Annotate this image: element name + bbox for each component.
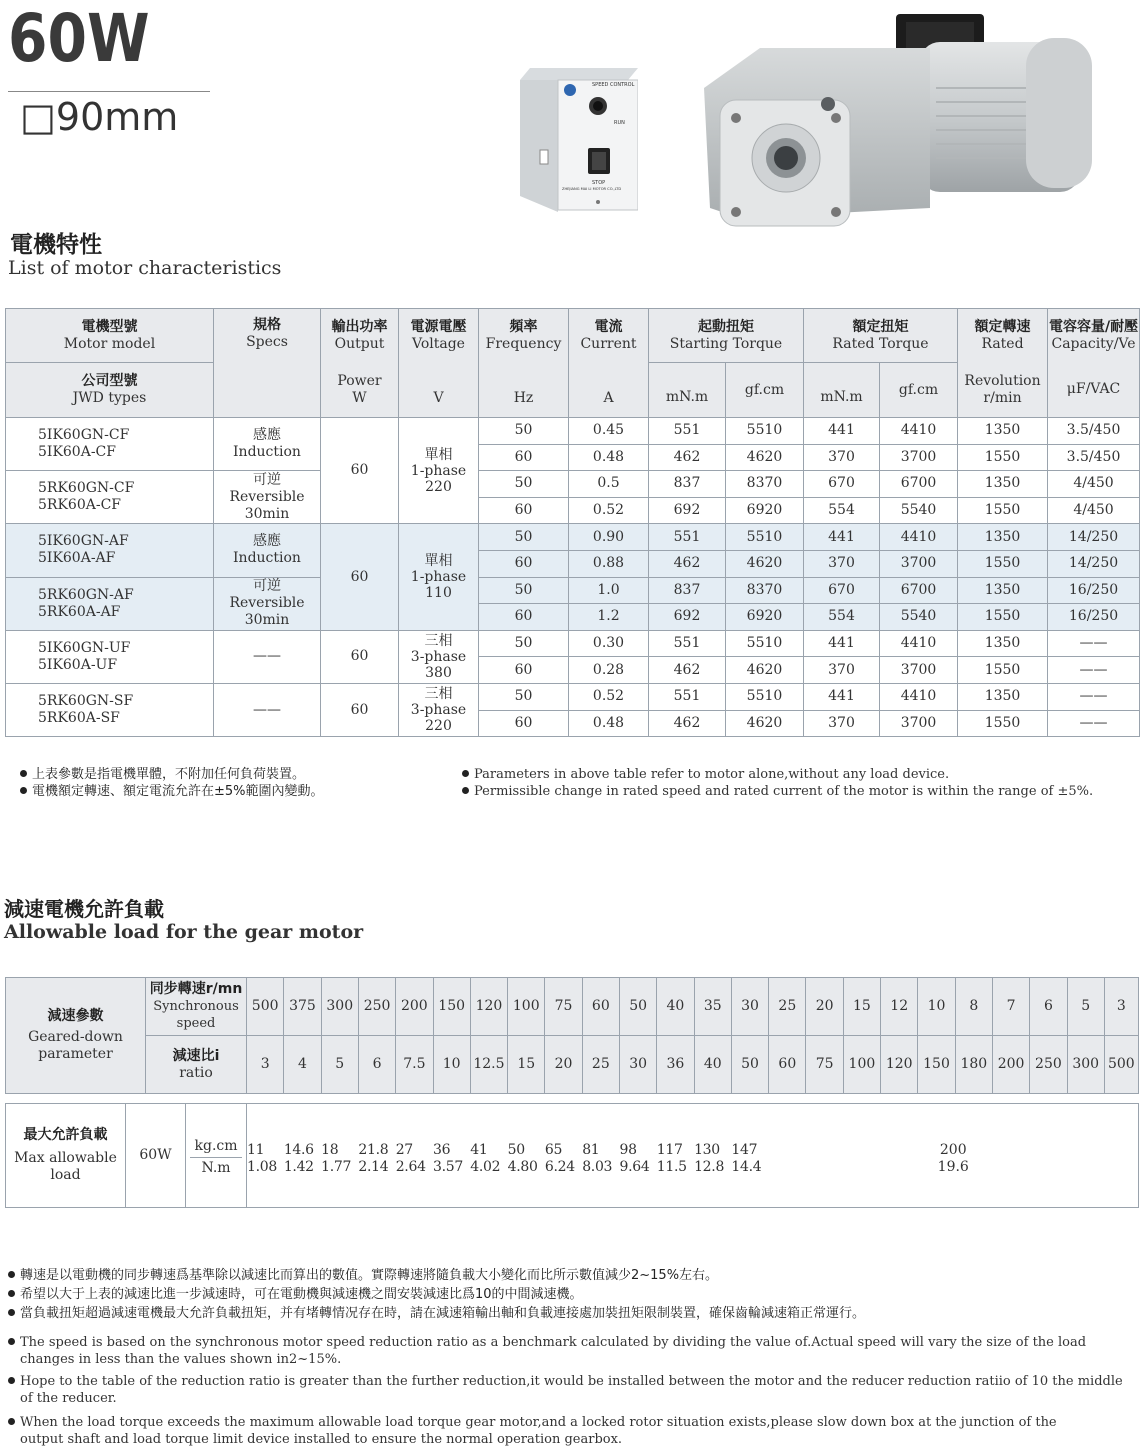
note2-en-3: When the load torque exceeds the maximum allowable load torque gear motor,and a locked rotor situation exists,please slow down box at the junction of the output shaft and load torque limit device installed to ensure the normal operation gearbox. — [8, 1414, 1128, 1448]
sync-speed-cell: 3 — [1104, 978, 1138, 1036]
hdr-power: Power W — [321, 363, 399, 418]
data-cell: 60 — [479, 657, 569, 684]
data-cell: 50 — [479, 683, 569, 710]
sync-speed-cell: 35 — [694, 978, 731, 1036]
data-cell: 4/450 — [1048, 497, 1140, 524]
data-cell: 14/250 — [1048, 550, 1140, 577]
data-cell: 0.48 — [569, 444, 649, 471]
data-cell: 554 — [804, 604, 880, 631]
specs-cell: 可逆 Reversible 30min — [214, 577, 321, 630]
sync-speed-cell: 500 — [247, 978, 284, 1036]
ratio-cell: 40 — [694, 1036, 731, 1094]
model-cell: 5RK60GN-SF 5RK60A-SF — [6, 683, 214, 736]
note1-cn-1: 上表參數是指電機單體，不附加任何負荷裝置。 — [20, 766, 305, 783]
t2-units: kg.cm N.m — [186, 1104, 247, 1208]
data-cell: 60 — [479, 710, 569, 737]
ratio-cell: 180 — [955, 1036, 992, 1094]
data-cell: 50 — [479, 577, 569, 604]
hdr-mnm-start: mN.m — [649, 363, 726, 418]
ratio-cell: 100 — [843, 1036, 880, 1094]
controller-maker: ZHEJIANG MAI LI MOTOR CO.,LTD — [562, 187, 622, 191]
page-title: 60W — [8, 0, 150, 77]
hdr-jwd: 公司型號 JWD types — [6, 363, 214, 418]
load-cell: 14.6 1.42 — [284, 1104, 321, 1208]
load-cell: 27 2.64 — [396, 1104, 433, 1208]
load-cell: 81 8.03 — [582, 1104, 619, 1208]
controller-stop: STOP — [592, 180, 606, 186]
t2-spacer — [6, 1094, 1139, 1104]
controller-label: SPEED CONTROL — [592, 82, 635, 88]
data-cell: 3700 — [880, 657, 958, 684]
sync-speed-cell: 8 — [955, 978, 992, 1036]
hdr-voltage: 電源電壓 Voltage — [399, 309, 479, 363]
hdr-rmin: Revolution r/min — [958, 363, 1048, 418]
data-cell: 0.28 — [569, 657, 649, 684]
data-cell: 5540 — [880, 497, 958, 524]
data-cell: 0.5 — [569, 471, 649, 498]
data-cell: 551 — [649, 683, 726, 710]
hdr-gfcm-rated: gf.cm — [880, 363, 958, 418]
data-cell: 692 — [649, 604, 726, 631]
data-cell: 1350 — [958, 577, 1048, 604]
hdr-output: 輸出功率 Output — [321, 309, 399, 363]
data-cell: 3700 — [880, 710, 958, 737]
data-cell: 50 — [479, 630, 569, 657]
data-cell: 6920 — [726, 497, 804, 524]
data-cell: 3.5/450 — [1048, 444, 1140, 471]
data-cell: 0.52 — [569, 497, 649, 524]
note1-en-1: Parameters in above table refer to motor alone,without any load device. — [462, 766, 949, 783]
data-cell: 1350 — [958, 471, 1048, 498]
max-load-cell: 200 19.6 — [769, 1104, 1139, 1208]
data-cell: 0.48 — [569, 710, 649, 737]
note2-cn-3: 當負載扭矩超過減速電機最大允許負載扭矩，并有堵轉情况存在時，請在減速箱輸出軸和負載連接處加裝扭矩限制裝置，確保齒輪減速箱正常運行。 — [8, 1305, 865, 1322]
data-cell: 441 — [804, 683, 880, 710]
model-cell: 5RK60GN-AF 5RK60A-AF — [6, 577, 214, 630]
data-cell: 6700 — [880, 471, 958, 498]
hdr-rated-torque: 額定扭矩 Rated Torque — [804, 309, 958, 363]
output-cell: 60 — [321, 524, 399, 630]
ratio-cell: 120 — [881, 1036, 918, 1094]
data-cell: 3.5/450 — [1048, 418, 1140, 445]
data-cell: 1550 — [958, 550, 1048, 577]
sync-speed-cell: 375 — [284, 978, 321, 1036]
motor-characteristics-table — [5, 308, 1140, 737]
data-cell: 4410 — [880, 524, 958, 551]
ratio-cell: 60 — [769, 1036, 806, 1094]
section2-title-cn: 減速電機允許負載 — [4, 897, 164, 921]
note1-cn-2: 電機額定轉速、額定電流允許在±5%範圍內變動。 — [20, 783, 324, 800]
data-cell: 4/450 — [1048, 471, 1140, 498]
data-cell: 837 — [649, 471, 726, 498]
ratio-cell: 75 — [806, 1036, 843, 1094]
data-cell: 3700 — [880, 444, 958, 471]
sync-speed-cell: 12 — [881, 978, 918, 1036]
load-cell: 36 3.57 — [433, 1104, 470, 1208]
data-cell: 50 — [479, 471, 569, 498]
data-cell: 551 — [649, 630, 726, 657]
ratio-cell: 300 — [1067, 1036, 1104, 1094]
data-cell: 8370 — [726, 577, 804, 604]
data-cell: 4620 — [726, 657, 804, 684]
hdr-v: V — [399, 363, 479, 418]
data-cell: 60 — [479, 497, 569, 524]
section2-title-en: Allowable load for the gear motor — [4, 921, 364, 943]
ratio-cell: 15 — [508, 1036, 545, 1094]
data-cell: 441 — [804, 630, 880, 657]
t2-sync-header: 同步轉速r/mn Synchronous speed — [146, 978, 247, 1036]
section1-title-en: List of motor characteristics — [8, 257, 282, 279]
specs-cell: 感應 Induction — [214, 524, 321, 577]
ratio-cell: 50 — [731, 1036, 768, 1094]
model-cell: 5RK60GN-CF 5RK60A-CF — [6, 471, 214, 524]
data-cell: 370 — [804, 550, 880, 577]
output-cell: 60 — [321, 683, 399, 736]
data-cell: 1550 — [958, 497, 1048, 524]
data-cell: 370 — [804, 657, 880, 684]
data-cell: —— — [1048, 630, 1140, 657]
t2-param-header: 減速參數 Geared-down parameter — [6, 978, 146, 1094]
load-cell: 18 1.77 — [321, 1104, 358, 1208]
data-cell: 441 — [804, 418, 880, 445]
allowable-load-table — [5, 977, 1139, 1208]
sync-speed-cell: 5 — [1067, 978, 1104, 1036]
ratio-cell: 30 — [619, 1036, 656, 1094]
hdr-current: 電流 Current — [569, 309, 649, 363]
specs-cell: 可逆 Reversible 30min — [214, 471, 321, 524]
model-cell: 5IK60GN-UF 5IK60A-UF — [6, 630, 214, 683]
data-cell: 1.2 — [569, 604, 649, 631]
sync-speed-cell: 30 — [731, 978, 768, 1036]
load-cell: 65 6.24 — [545, 1104, 582, 1208]
note2-en-2: Hope to the table of the reduction ratio is greater than the further reduction,it would be installed between the motor and the reducer reduction ratiio of 10 the middle of the reducer. — [8, 1373, 1128, 1407]
sync-speed-cell: 60 — [582, 978, 619, 1036]
data-cell: 551 — [649, 524, 726, 551]
load-cell: 98 9.64 — [619, 1104, 656, 1208]
data-cell: 50 — [479, 418, 569, 445]
sync-speed-cell: 10 — [918, 978, 955, 1036]
ratio-cell: 200 — [992, 1036, 1029, 1094]
ratio-cell: 500 — [1104, 1036, 1138, 1094]
data-cell: 837 — [649, 577, 726, 604]
ratio-cell: 36 — [657, 1036, 694, 1094]
data-cell: 1350 — [958, 630, 1048, 657]
data-cell: 1350 — [958, 524, 1048, 551]
data-cell: 16/250 — [1048, 577, 1140, 604]
data-cell: 6920 — [726, 604, 804, 631]
data-cell: 50 — [479, 524, 569, 551]
data-cell: 60 — [479, 550, 569, 577]
speed-controller-image — [520, 66, 638, 212]
data-cell: 8370 — [726, 471, 804, 498]
t2-load-header: 最大允許負載 Max allowable load — [6, 1104, 126, 1208]
data-cell: 0.90 — [569, 524, 649, 551]
load-cell: 21.8 2.14 — [358, 1104, 395, 1208]
data-cell: 1350 — [958, 683, 1048, 710]
data-cell: 462 — [649, 550, 726, 577]
load-cell: 41 4.02 — [470, 1104, 507, 1208]
data-cell: 441 — [804, 524, 880, 551]
section1-title-cn: 電機特性 — [10, 232, 102, 258]
data-cell: 4620 — [726, 710, 804, 737]
hdr-rated-speed: 額定轉速 Rated — [958, 309, 1048, 363]
sync-speed-cell: 200 — [396, 978, 433, 1036]
voltage-cell: 三相 3-phase 380 — [399, 630, 479, 683]
load-cell: 130 12.8 — [694, 1104, 731, 1208]
ratio-cell: 20 — [545, 1036, 582, 1094]
note2-en-1: The speed is based on the synchronous motor speed reduction ratio as a benchmark calculated by dividing the value of.Actual speed will vary the size of the load changes in less than the values shown in2~15%. — [8, 1334, 1128, 1368]
frame-size: □90mm — [20, 95, 179, 139]
data-cell: 0.52 — [569, 683, 649, 710]
ratio-cell: 10 — [433, 1036, 470, 1094]
data-cell: 6700 — [880, 577, 958, 604]
data-cell: 0.30 — [569, 630, 649, 657]
data-cell: 4620 — [726, 550, 804, 577]
data-cell: 60 — [479, 604, 569, 631]
note1-en-2: Permissible change in rated speed and rated current of the motor is within the range of ±5%. — [462, 783, 1093, 800]
load-cell: 147 14.4 — [731, 1104, 768, 1208]
data-cell: 1350 — [958, 418, 1048, 445]
ratio-cell: 6 — [358, 1036, 395, 1094]
gear-motor-image — [700, 8, 1100, 228]
data-cell: —— — [1048, 710, 1140, 737]
data-cell: 4410 — [880, 683, 958, 710]
sync-speed-cell: 6 — [1030, 978, 1067, 1036]
load-cell: 117 11.5 — [657, 1104, 694, 1208]
specs-cell: 感應 Induction — [214, 418, 321, 471]
hdr-model: 電機型號 Motor model — [6, 309, 214, 363]
data-cell: 60 — [479, 444, 569, 471]
specs-cell: —— — [214, 630, 321, 683]
data-cell: 16/250 — [1048, 604, 1140, 631]
load-cell: 11 1.08 — [247, 1104, 284, 1208]
data-cell: 370 — [804, 710, 880, 737]
hdr-uf: μF/VAC — [1048, 363, 1140, 418]
ratio-cell: 12.5 — [470, 1036, 507, 1094]
voltage-cell: 三相 3-phase 220 — [399, 683, 479, 736]
voltage-cell: 單相 1-phase 220 — [399, 418, 479, 524]
ratio-cell: 25 — [582, 1036, 619, 1094]
data-cell: 5540 — [880, 604, 958, 631]
voltage-cell: 單相 1-phase 110 — [399, 524, 479, 630]
sync-speed-cell: 50 — [619, 978, 656, 1036]
title-divider — [8, 91, 210, 92]
data-cell: 5510 — [726, 683, 804, 710]
data-cell: 1550 — [958, 710, 1048, 737]
load-cell: 50 4.80 — [508, 1104, 545, 1208]
data-cell: 554 — [804, 497, 880, 524]
data-cell: 0.88 — [569, 550, 649, 577]
data-cell: 551 — [649, 418, 726, 445]
ratio-cell: 5 — [321, 1036, 358, 1094]
sync-speed-cell: 40 — [657, 978, 694, 1036]
data-cell: 692 — [649, 497, 726, 524]
data-cell: 1.0 — [569, 577, 649, 604]
model-cell: 5IK60GN-CF 5IK60A-CF — [6, 418, 214, 471]
model-cell: 5IK60GN-AF 5IK60A-AF — [6, 524, 214, 577]
data-cell: 14/250 — [1048, 524, 1140, 551]
sync-speed-cell: 150 — [433, 978, 470, 1036]
t2-ratio-header: 減速比i ratio — [146, 1036, 247, 1094]
data-cell: —— — [1048, 657, 1140, 684]
sync-speed-cell: 120 — [470, 978, 507, 1036]
hdr-hz: Hz — [479, 363, 569, 418]
hdr-gfcm-start: gf.cm — [726, 363, 804, 418]
data-cell: 1550 — [958, 604, 1048, 631]
data-cell: —— — [1048, 683, 1140, 710]
sync-speed-cell: 25 — [769, 978, 806, 1036]
data-cell: 462 — [649, 657, 726, 684]
data-cell: 4410 — [880, 630, 958, 657]
hdr-mnm-rated: mN.m — [804, 363, 880, 418]
ratio-cell: 7.5 — [396, 1036, 433, 1094]
note2-cn-1: 轉速是以電動機的同步轉速爲基準除以減速比而算出的數值。實際轉速將隨負載大小變化而比所示數值減少2~15%左右。 — [8, 1267, 718, 1284]
data-cell: 4410 — [880, 418, 958, 445]
hdr-frequency: 頻率 Frequency — [479, 309, 569, 363]
sync-speed-cell: 100 — [508, 978, 545, 1036]
ratio-cell: 4 — [284, 1036, 321, 1094]
sync-speed-cell: 15 — [843, 978, 880, 1036]
data-cell: 4620 — [726, 444, 804, 471]
ratio-cell: 150 — [918, 1036, 955, 1094]
sync-speed-cell: 20 — [806, 978, 843, 1036]
data-cell: 0.45 — [569, 418, 649, 445]
output-cell: 60 — [321, 418, 399, 524]
data-cell: 462 — [649, 710, 726, 737]
hdr-starting-torque: 起動扭矩 Starting Torque — [649, 309, 804, 363]
data-cell: 5510 — [726, 418, 804, 445]
hdr-capacity: 電容容量/耐壓 Capacity/Ve — [1048, 309, 1140, 363]
controller-run: RUN — [614, 120, 625, 126]
hdr-a: A — [569, 363, 649, 418]
sync-speed-cell: 250 — [358, 978, 395, 1036]
data-cell: 670 — [804, 577, 880, 604]
sync-speed-cell: 300 — [321, 978, 358, 1036]
data-cell: 5510 — [726, 524, 804, 551]
sync-speed-cell: 75 — [545, 978, 582, 1036]
t2-power: 60W — [126, 1104, 186, 1208]
ratio-cell: 3 — [247, 1036, 284, 1094]
data-cell: 5510 — [726, 630, 804, 657]
sync-speed-cell: 7 — [992, 978, 1029, 1036]
data-cell: 462 — [649, 444, 726, 471]
data-cell: 370 — [804, 444, 880, 471]
hdr-specs: 規格 Specs — [214, 309, 321, 418]
data-cell: 1550 — [958, 657, 1048, 684]
data-cell: 3700 — [880, 550, 958, 577]
data-cell: 1550 — [958, 444, 1048, 471]
output-cell: 60 — [321, 630, 399, 683]
specs-cell: —— — [214, 683, 321, 736]
data-cell: 670 — [804, 471, 880, 498]
note2-cn-2: 希望以大于上表的減速比進一步減速時，可在電動機與減速機之間安裝減速比爲10的中間減速機。 — [8, 1286, 583, 1303]
ratio-cell: 250 — [1030, 1036, 1067, 1094]
